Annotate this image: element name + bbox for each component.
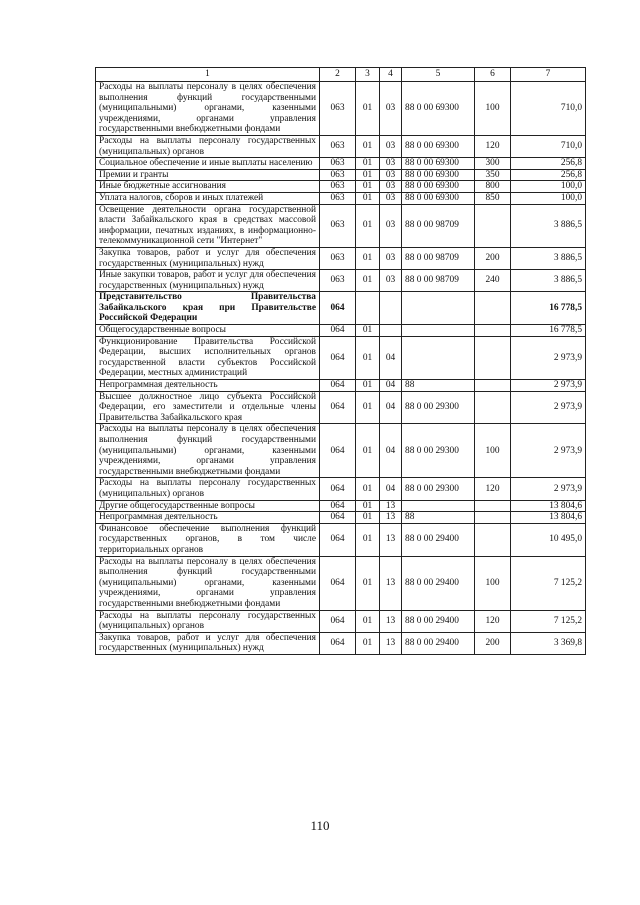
target-article-cell xyxy=(402,325,475,337)
amount-cell: 710,0 xyxy=(511,135,586,157)
subsection-code-cell: 03 xyxy=(380,169,402,181)
subsection-code-cell: 04 xyxy=(380,424,402,478)
expense-name-cell: Другие общегосударственные вопросы xyxy=(96,500,320,512)
ministry-code-cell: 063 xyxy=(320,158,356,170)
section-code-cell: 01 xyxy=(356,632,380,654)
ministry-code-cell: 063 xyxy=(320,82,356,136)
subsection-code-cell: 03 xyxy=(380,192,402,204)
table-row xyxy=(96,478,586,500)
table-row xyxy=(96,391,586,424)
subsection-code-cell: 03 xyxy=(380,135,402,157)
table-row xyxy=(96,204,586,247)
column-header: 6 xyxy=(475,68,511,82)
table-row xyxy=(96,512,586,524)
section-code-cell: 01 xyxy=(356,135,380,157)
target-article-cell xyxy=(402,500,475,512)
ministry-code-cell: 064 xyxy=(320,610,356,632)
subsection-code-cell xyxy=(380,325,402,337)
section-code-cell: 01 xyxy=(356,391,380,424)
section-code-cell: 01 xyxy=(356,336,380,379)
target-article-cell: 88 0 00 98709 xyxy=(402,270,475,292)
expense-type-cell: 100 xyxy=(475,556,511,610)
expense-name-cell: Освещение деятельности органа государственной власти Забайкальского края в средствах массовой информации, печатных изданиях, в информационно-телекоммуникационной сети "Интернет" xyxy=(96,204,320,247)
table-row xyxy=(96,325,586,337)
expense-type-cell: 100 xyxy=(475,424,511,478)
target-article-cell: 88 0 00 69300 xyxy=(402,158,475,170)
amount-cell: 13 804,6 xyxy=(511,500,586,512)
expense-name-cell: Расходы на выплаты персоналу государственных (муниципальных) органов xyxy=(96,135,320,157)
table-row xyxy=(96,632,586,654)
amount-cell: 7 125,2 xyxy=(511,556,586,610)
target-article-cell: 88 xyxy=(402,380,475,392)
expense-name-cell: Расходы на выплаты персоналу в целях обеспечения выполнения функций государственными (муниципальными) органами, казенными учреждениями, органами управления государственными внебюджетными фондами xyxy=(96,82,320,136)
ministry-code-cell: 064 xyxy=(320,391,356,424)
subsection-code-cell: 13 xyxy=(380,610,402,632)
expense-name-cell: Социальное обеспечение и иные выплаты населению xyxy=(96,158,320,170)
expense-name-cell: Расходы на выплаты персоналу в целях обеспечения выполнения функций государственными (муниципальными) органами, казенными учреждениями, органами управления государственными внебюджетными фондами xyxy=(96,556,320,610)
target-article-cell xyxy=(402,336,475,379)
column-header-row xyxy=(96,68,586,82)
amount-cell: 3 886,5 xyxy=(511,247,586,269)
ministry-code-cell: 063 xyxy=(320,192,356,204)
subsection-code-cell: 03 xyxy=(380,270,402,292)
target-article-cell: 88 0 00 29300 xyxy=(402,424,475,478)
expense-name-cell: Общегосударственные вопросы xyxy=(96,325,320,337)
section-code-cell: 01 xyxy=(356,380,380,392)
subsection-code-cell: 13 xyxy=(380,523,402,556)
amount-cell: 10 495,0 xyxy=(511,523,586,556)
amount-cell: 100,0 xyxy=(511,192,586,204)
target-article-cell: 88 0 00 69300 xyxy=(402,82,475,136)
expense-name-cell: Иные бюджетные ассигнования xyxy=(96,181,320,193)
target-article-cell: 88 0 00 69300 xyxy=(402,181,475,193)
amount-cell: 2 973,9 xyxy=(511,336,586,379)
expense-type-cell: 120 xyxy=(475,135,511,157)
section-code-cell: 01 xyxy=(356,556,380,610)
target-article-cell: 88 0 00 29400 xyxy=(402,632,475,654)
target-article-cell: 88 0 00 29300 xyxy=(402,478,475,500)
target-article-cell: 88 0 00 29400 xyxy=(402,610,475,632)
ministry-code-cell: 064 xyxy=(320,424,356,478)
expense-name-cell: Непрограммная деятельность xyxy=(96,512,320,524)
target-article-cell: 88 xyxy=(402,512,475,524)
table-row xyxy=(96,336,586,379)
amount-cell: 256,8 xyxy=(511,169,586,181)
target-article-cell: 88 0 00 69300 xyxy=(402,135,475,157)
subsection-code-cell: 04 xyxy=(380,336,402,379)
ministry-code-cell: 064 xyxy=(320,556,356,610)
section-code-cell: 01 xyxy=(356,424,380,478)
subsection-code-cell: 13 xyxy=(380,500,402,512)
expense-type-cell: 300 xyxy=(475,158,511,170)
expense-name-cell: Закупка товаров, работ и услуг для обеспечения государственных (муниципальных) нужд xyxy=(96,247,320,269)
table-row xyxy=(96,380,586,392)
section-code-cell: 01 xyxy=(356,325,380,337)
subsection-code-cell: 13 xyxy=(380,556,402,610)
column-header: 3 xyxy=(356,68,380,82)
column-header: 5 xyxy=(402,68,475,82)
subsection-code-cell: 03 xyxy=(380,181,402,193)
section-code-cell: 01 xyxy=(356,478,380,500)
ministry-code-cell: 064 xyxy=(320,380,356,392)
expense-type-cell xyxy=(475,380,511,392)
table-row xyxy=(96,82,586,136)
subsection-code-cell: 04 xyxy=(380,380,402,392)
target-article-cell: 88 0 00 98709 xyxy=(402,247,475,269)
subsection-code-cell xyxy=(380,292,402,325)
amount-cell: 2 973,9 xyxy=(511,380,586,392)
table-row xyxy=(96,192,586,204)
amount-cell: 710,0 xyxy=(511,82,586,136)
ministry-code-cell: 064 xyxy=(320,325,356,337)
amount-cell: 7 125,2 xyxy=(511,610,586,632)
table-row xyxy=(96,158,586,170)
table-row xyxy=(96,424,586,478)
expense-name-cell: Закупка товаров, работ и услуг для обеспечения государственных (муниципальных) нужд xyxy=(96,632,320,654)
ministry-code-cell: 064 xyxy=(320,478,356,500)
expense-type-cell: 120 xyxy=(475,478,511,500)
amount-cell: 16 778,5 xyxy=(511,325,586,337)
expense-type-cell xyxy=(475,523,511,556)
expense-name-cell: Премии и гранты xyxy=(96,169,320,181)
section-code-cell: 01 xyxy=(356,610,380,632)
expense-type-cell xyxy=(475,336,511,379)
subsection-code-cell: 04 xyxy=(380,478,402,500)
ministry-code-cell: 063 xyxy=(320,169,356,181)
ministry-code-cell: 063 xyxy=(320,181,356,193)
amount-cell: 3 369,8 xyxy=(511,632,586,654)
table-row xyxy=(96,292,586,325)
table-row xyxy=(96,135,586,157)
target-article-cell: 88 0 00 98709 xyxy=(402,204,475,247)
expense-type-cell: 200 xyxy=(475,632,511,654)
table-row xyxy=(96,169,586,181)
target-article-cell: 88 0 00 69300 xyxy=(402,192,475,204)
table-row xyxy=(96,181,586,193)
section-code-cell xyxy=(356,292,380,325)
table-row xyxy=(96,270,586,292)
expense-type-cell xyxy=(475,512,511,524)
expense-type-cell xyxy=(475,500,511,512)
table-row xyxy=(96,610,586,632)
table-row xyxy=(96,247,586,269)
ministry-code-cell: 064 xyxy=(320,523,356,556)
column-header: 2 xyxy=(320,68,356,82)
amount-cell: 2 973,9 xyxy=(511,424,586,478)
expense-name-cell: Финансовое обеспечение выполнения функций государственных органов, в том числе территориальных органов xyxy=(96,523,320,556)
ministry-code-cell: 064 xyxy=(320,632,356,654)
section-code-cell: 01 xyxy=(356,82,380,136)
expense-name-cell: Представительство Правительства Забайкальского края при Правительстве Российской Федерации xyxy=(96,292,320,325)
subsection-code-cell: 03 xyxy=(380,158,402,170)
section-code-cell: 01 xyxy=(356,247,380,269)
target-article-cell: 88 0 00 29300 xyxy=(402,391,475,424)
section-code-cell: 01 xyxy=(356,181,380,193)
target-article-cell xyxy=(402,292,475,325)
amount-cell: 16 778,5 xyxy=(511,292,586,325)
column-header: 4 xyxy=(380,68,402,82)
expense-type-cell: 120 xyxy=(475,610,511,632)
section-code-cell: 01 xyxy=(356,500,380,512)
ministry-code-cell: 064 xyxy=(320,292,356,325)
section-code-cell: 01 xyxy=(356,512,380,524)
section-code-cell: 01 xyxy=(356,204,380,247)
subsection-code-cell: 03 xyxy=(380,247,402,269)
target-article-cell: 88 0 00 29400 xyxy=(402,523,475,556)
expense-name-cell: Высшее должностное лицо субъекта Российской Федерации, его заместители и отдельные члены Правительства Забайкальского края xyxy=(96,391,320,424)
expense-type-cell: 850 xyxy=(475,192,511,204)
amount-cell: 13 804,6 xyxy=(511,512,586,524)
expense-type-cell: 240 xyxy=(475,270,511,292)
expense-type-cell: 350 xyxy=(475,169,511,181)
section-code-cell: 01 xyxy=(356,270,380,292)
column-header: 7 xyxy=(511,68,586,82)
ministry-code-cell: 063 xyxy=(320,135,356,157)
expense-type-cell xyxy=(475,325,511,337)
subsection-code-cell: 03 xyxy=(380,204,402,247)
expense-name-cell: Иные закупки товаров, работ и услуг для обеспечения государственных (муниципальных) нужд xyxy=(96,270,320,292)
amount-cell: 3 886,5 xyxy=(511,204,586,247)
ministry-code-cell: 063 xyxy=(320,204,356,247)
subsection-code-cell: 04 xyxy=(380,391,402,424)
amount-cell: 2 973,9 xyxy=(511,391,586,424)
expense-name-cell: Функционирование Правительства Российской Федерации, высших исполнительных органов государственной власти субъектов Российской Федерации, местных администраций xyxy=(96,336,320,379)
subsection-code-cell: 03 xyxy=(380,82,402,136)
page-number: 110 xyxy=(310,818,330,833)
amount-cell: 100,0 xyxy=(511,181,586,193)
amount-cell: 3 886,5 xyxy=(511,270,586,292)
expense-type-cell: 100 xyxy=(475,82,511,136)
subsection-code-cell: 13 xyxy=(380,632,402,654)
ministry-code-cell: 064 xyxy=(320,512,356,524)
expense-name-cell: Непрограммная деятельность xyxy=(96,380,320,392)
expense-type-cell: 800 xyxy=(475,181,511,193)
table-body xyxy=(96,68,586,655)
ministry-code-cell: 063 xyxy=(320,270,356,292)
table-row xyxy=(96,556,586,610)
expense-name-cell: Расходы на выплаты персоналу в целях обеспечения выполнения функций государственными (муниципальными) органами, казенными учреждениями, органами управления государственными внебюджетными фондами xyxy=(96,424,320,478)
section-code-cell: 01 xyxy=(356,158,380,170)
column-header: 1 xyxy=(96,68,320,82)
amount-cell: 256,8 xyxy=(511,158,586,170)
ministry-code-cell: 063 xyxy=(320,247,356,269)
table-row xyxy=(96,523,586,556)
budget-table xyxy=(95,67,586,655)
expense-name-cell: Уплата налогов, сборов и иных платежей xyxy=(96,192,320,204)
expense-type-cell xyxy=(475,292,511,325)
expense-type-cell xyxy=(475,204,511,247)
expense-name-cell: Расходы на выплаты персоналу государственных (муниципальных) органов xyxy=(96,610,320,632)
section-code-cell: 01 xyxy=(356,523,380,556)
table-row xyxy=(96,500,586,512)
subsection-code-cell: 13 xyxy=(380,512,402,524)
expense-type-cell xyxy=(475,391,511,424)
target-article-cell: 88 0 00 29400 xyxy=(402,556,475,610)
expense-type-cell: 200 xyxy=(475,247,511,269)
ministry-code-cell: 064 xyxy=(320,336,356,379)
amount-cell: 2 973,9 xyxy=(511,478,586,500)
ministry-code-cell: 064 xyxy=(320,500,356,512)
section-code-cell: 01 xyxy=(356,192,380,204)
expense-name-cell: Расходы на выплаты персоналу государственных (муниципальных) органов xyxy=(96,478,320,500)
target-article-cell: 88 0 00 69300 xyxy=(402,169,475,181)
section-code-cell: 01 xyxy=(356,169,380,181)
